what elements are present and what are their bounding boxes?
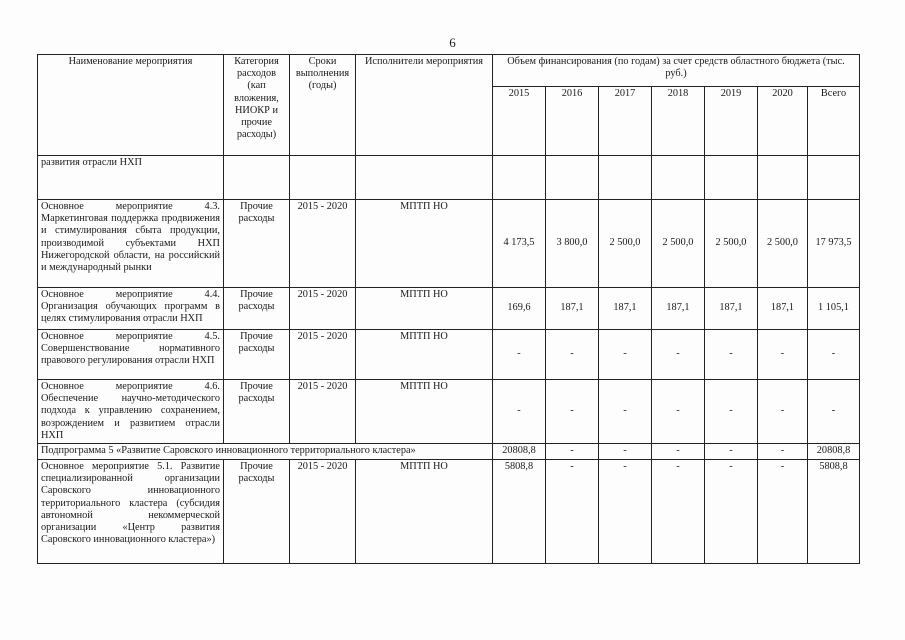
- value-2017: -: [599, 380, 652, 444]
- table-row: [38, 330, 860, 380]
- header-total: Всего: [808, 87, 860, 156]
- value-2015: 5808,8: [493, 460, 546, 564]
- page-number: 6: [449, 35, 456, 50]
- header-year-2018: 2018: [652, 87, 705, 156]
- value-2020: 2 500,0: [758, 200, 808, 288]
- value-2017: 187,1: [599, 288, 652, 330]
- measure-executor: МПТП НО: [356, 460, 493, 564]
- table-row: [38, 460, 860, 564]
- value-2015: 169,6: [493, 288, 546, 330]
- value-2020: -: [758, 330, 808, 380]
- continuation-name: развития отрасли НХП: [38, 156, 224, 200]
- subprogram-title: Подпрограмма 5 «Развитие Саровского инновационного территориального кластера»: [38, 444, 493, 460]
- value-2018: -: [652, 460, 705, 564]
- subprogram-row: [38, 444, 860, 460]
- value-2016: 3 800,0: [546, 200, 599, 288]
- measure-executor: МПТП НО: [356, 330, 493, 380]
- value-2015: -: [493, 380, 546, 444]
- value-2019: -: [705, 460, 758, 564]
- measure-name: Основное мероприятие 4.4. Организация обучающих программ в целях стимулирования отрасли НХП: [38, 288, 224, 330]
- value-2018: -: [652, 380, 705, 444]
- measure-category: Прочие расходы: [224, 330, 290, 380]
- value-2019: 2 500,0: [705, 200, 758, 288]
- measure-terms: 2015 - 2020: [290, 460, 356, 564]
- measure-executor: МПТП НО: [356, 200, 493, 288]
- header-name: Наименование мероприятия: [38, 55, 224, 156]
- value-total: -: [808, 330, 860, 380]
- measure-category: Прочие расходы: [224, 380, 290, 444]
- value-2017: -: [599, 330, 652, 380]
- funding-table: [37, 54, 860, 564]
- header-year-2017: 2017: [599, 87, 652, 156]
- measure-name: Основное мероприятие 4.6. Обеспечение научно-методического подхода к управлению сохранением, возрождением и развитием отрасли НХП: [38, 380, 224, 444]
- value-total: 5808,8: [808, 460, 860, 564]
- value-2019: -: [705, 380, 758, 444]
- subprogram-value-2020: -: [758, 444, 808, 460]
- measure-terms: 2015 - 2020: [290, 200, 356, 288]
- measure-name: Основное мероприятие 5.1. Развитие специализированной организации Саровского инновационного территориального кластера (субсидия автономной некоммерческой организации «Центр развития Саровского инновационного кластера»): [38, 460, 224, 564]
- header-terms: Сроки выполнения (годы): [290, 55, 356, 156]
- value-2018: 2 500,0: [652, 200, 705, 288]
- header-category: Категория расходов (кап вложения, НИОКР и прочие расходы): [224, 55, 290, 156]
- header-year-2015: 2015: [493, 87, 546, 156]
- measure-name: Основное мероприятие 4.5. Совершенствование нормативного правового регулирования отрасли НХП: [38, 330, 224, 380]
- subprogram-value-total: 20808,8: [808, 444, 860, 460]
- value-2016: -: [546, 380, 599, 444]
- value-2015: -: [493, 330, 546, 380]
- measure-executor: МПТП НО: [356, 288, 493, 330]
- value-total: -: [808, 380, 860, 444]
- value-2019: -: [705, 330, 758, 380]
- header-year-2016: 2016: [546, 87, 599, 156]
- value-2018: -: [652, 330, 705, 380]
- measure-category: Прочие расходы: [224, 288, 290, 330]
- measure-name: Основное мероприятие 4.3. Маркетинговая поддержка продвижения и стимулирования сбыта продукции, производимой субъектами НХП Нижегородской области, на российский и международный рынки: [38, 200, 224, 288]
- measure-terms: 2015 - 2020: [290, 380, 356, 444]
- value-2017: 2 500,0: [599, 200, 652, 288]
- table-row: [38, 380, 860, 444]
- header-year-2019: 2019: [705, 87, 758, 156]
- subprogram-value-2017: -: [599, 444, 652, 460]
- value-2016: -: [546, 460, 599, 564]
- value-2020: -: [758, 460, 808, 564]
- header-year-2020: 2020: [758, 87, 808, 156]
- subprogram-value-2018: -: [652, 444, 705, 460]
- measure-category: Прочие расходы: [224, 200, 290, 288]
- value-2018: 187,1: [652, 288, 705, 330]
- measure-executor: МПТП НО: [356, 380, 493, 444]
- measure-terms: 2015 - 2020: [290, 288, 356, 330]
- value-2015: 4 173,5: [493, 200, 546, 288]
- header-row: [38, 55, 860, 87]
- subprogram-value-2019: -: [705, 444, 758, 460]
- table-row: [38, 200, 860, 288]
- measure-category: Прочие расходы: [224, 460, 290, 564]
- table-row-continuation: [38, 156, 860, 200]
- header-executors: Исполнители мероприятия: [356, 55, 493, 156]
- value-total: 1 105,1: [808, 288, 860, 330]
- value-2019: 187,1: [705, 288, 758, 330]
- measure-terms: 2015 - 2020: [290, 330, 356, 380]
- subprogram-value-2015: 20808,8: [493, 444, 546, 460]
- subprogram-value-2016: -: [546, 444, 599, 460]
- value-2020: -: [758, 380, 808, 444]
- value-2017: -: [599, 460, 652, 564]
- value-2016: -: [546, 330, 599, 380]
- value-2020: 187,1: [758, 288, 808, 330]
- table-row: [38, 288, 860, 330]
- value-2016: 187,1: [546, 288, 599, 330]
- header-funding: Объем финансирования (по годам) за счет средств областного бюджета (тыс. руб.): [493, 55, 860, 87]
- value-total: 17 973,5: [808, 200, 860, 288]
